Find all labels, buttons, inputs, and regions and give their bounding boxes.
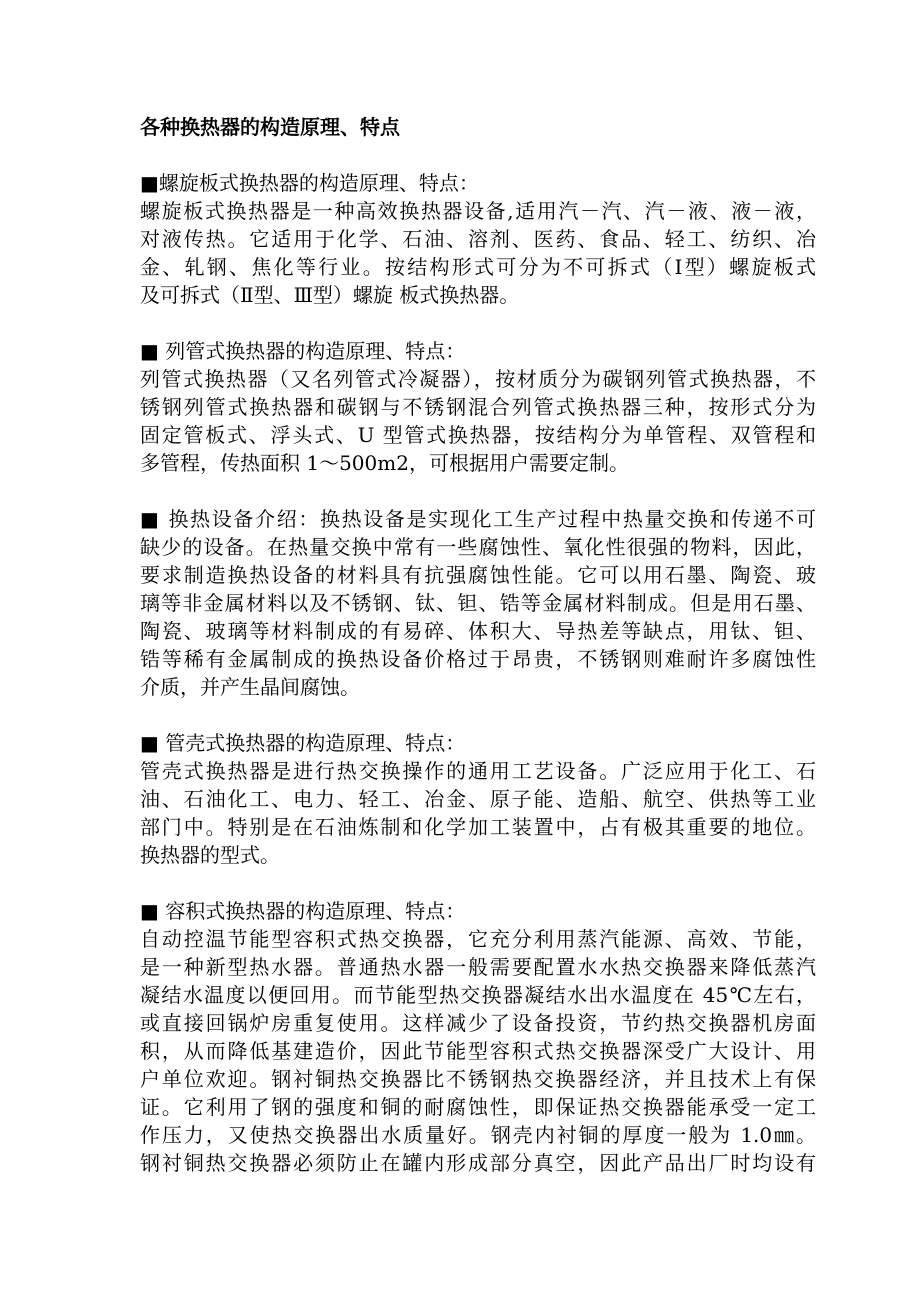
text-line: 部门中。特别是在石油炼制和化学加工装置中，占有极其重要的地位。 [140,815,816,839]
text-line: 换热器的型式。 [140,843,280,867]
text-line: 多管程，传热面积 1～500m2，可根据用户需要定制。 [140,451,629,475]
section-heading: ■螺旋板式换热器的构造原理、特点： [140,171,479,195]
text-line: 对液传热。它适用于化学、石油、溶剂、医药、食品、轻工、纺织、冶 [140,227,816,251]
paragraph-volumetric [140,897,816,1177]
document-page [140,113,816,1177]
text-line: 固定管板式、浮头式、U 型管式换热器，按结构分为单管程、双管程和 [140,423,816,447]
text-line: 螺旋板式换热器是一种高效换热器设备,适用汽－汽、汽－液、液－液， [140,199,816,223]
text-line: 钢衬铜热交换器必须防止在罐内形成部分真空，因此产品出厂时均设有 [140,1151,816,1175]
text-line: 或直接回锅炉房重复使用。这样减少了设备投资，节约热交换器机房面 [140,1011,816,1035]
text-line: 锆等稀有金属制成的换热设备价格过于昂贵，不锈钢则难耐许多腐蚀性 [140,647,816,671]
text-line: 管壳式换热器是进行热交换操作的通用工艺设备。广泛应用于化工、石 [140,759,816,783]
paragraph-spacer [140,309,816,337]
text-line: 及可拆式（Ⅱ型、Ⅲ型）螺旋 板式换热器。 [140,283,520,307]
paragraph-spacer [140,869,816,897]
text-line: 户单位欢迎。钢衬铜热交换器比不锈钢热交换器经济，并且技术上有保 [140,1067,816,1091]
paragraph-tube-bundle [140,337,816,477]
text-line: 金、轧钢、焦化等行业。按结构形式可分为不可拆式（Ⅰ型）螺旋板式 [140,255,816,279]
text-line: 作压力，又使热交换器出水质量好。钢壳内衬铜的厚度一般为 1.0㎜。 [140,1123,816,1147]
text-line: 介质，并产生晶间腐蚀。 [140,675,360,699]
text-line: 积，从而降低基建造价，因此节能型容积式热交换器深受广大设计、用 [140,1039,816,1063]
text-line: 自动控温节能型容积式热交换器，它充分利用蒸汽能源、高效、节能， [140,927,816,951]
paragraph-equipment-intro [140,505,816,701]
section-heading: ■ 列管式换热器的构造原理、特点： [140,339,466,363]
text-line: 凝结水温度以便回用。而节能型热交换器凝结水出水温度在 45℃左右， [140,983,816,1007]
text-line: 是一种新型热水器。普通热水器一般需要配置水水热交换器来降低蒸汽 [140,955,816,979]
text-line: 列管式换热器（又名列管式冷凝器），按材质分为碳钢列管式换热器，不 [140,367,816,391]
text-line: 要求制造换热设备的材料具有抗强腐蚀性能。它可以用石墨、陶瓷、玻 [140,563,816,587]
section-heading: ■ 换热设备介绍：换热设备是实现化工生产过程中热量交换和传递不可 [140,507,816,531]
paragraph-spacer [140,477,816,505]
text-line: 璃等非金属材料以及不锈钢、钛、钽、锆等金属材料制成。但是用石墨、 [140,591,816,615]
paragraph-spacer [140,701,816,729]
paragraph-spiral-plate [140,169,816,309]
page-title: 各种换热器的构造原理、特点 [140,115,400,139]
text-line: 证。它利用了钢的强度和铜的耐腐蚀性，即保证热交换器能承受一定工 [140,1095,816,1119]
text-line: 锈钢列管式换热器和碳钢与不锈钢混合列管式换热器三种，按形式分为 [140,395,816,419]
text-line: 缺少的设备。在热量交换中常有一些腐蚀性、氧化性很强的物料，因此， [140,535,816,559]
section-heading: ■ 管壳式换热器的构造原理、特点： [140,731,466,755]
text-line: 油、石油化工、电力、轻工、冶金、原子能、造船、航空、供热等工业 [140,787,816,811]
section-heading: ■ 容积式换热器的构造原理、特点： [140,899,466,923]
paragraph-shell-and-tube [140,729,816,869]
paragraph-spacer [140,141,816,169]
text-line: 陶瓷、玻璃等材料制成的有易碎、体积大、导热差等缺点，用钛、钽、 [140,619,816,643]
